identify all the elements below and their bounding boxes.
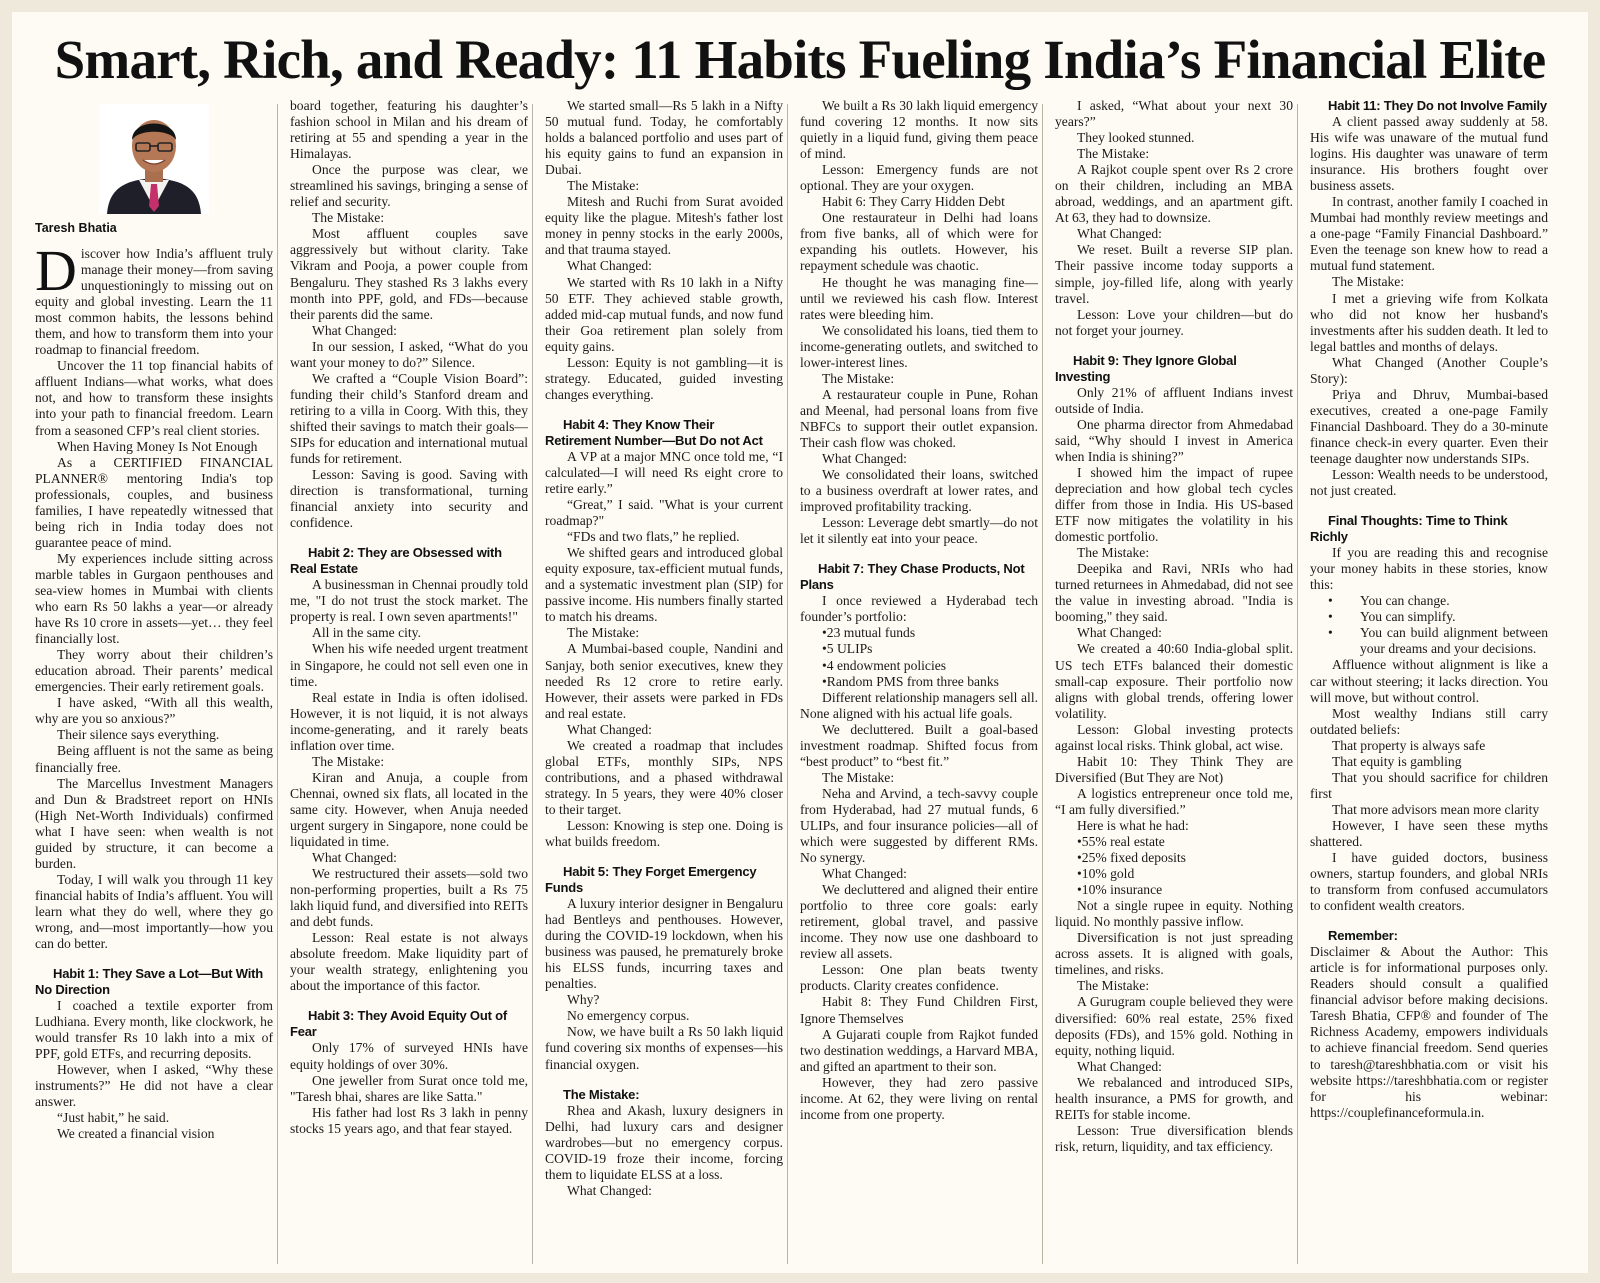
paragraph: Lesson: Leverage debt smartly—do not let it silently eat into your peace. [800,515,1038,547]
column-rule [1297,104,1298,1264]
paragraph: We crafted a “Couple Vision Board”: funding their child’s Stanford dream and retiring to a villa in Coorg. With this, they shifted their savings to match their goals—SIPs for education and international mutual funds for retirement. [290,370,528,467]
paragraph: Lesson: Saving is good. Saving with direction is transformational, turning financial anxiety into security and confidence. [290,467,528,531]
paragraph: “FDs and two flats,” he replied. [567,529,740,545]
section-heading: Remember: [1328,928,1398,944]
paragraph: We restructured their assets—sold two non-performing properties, built a Rs 75 lakh liquid fund, and diversified into REITs and debt funds. [290,866,528,930]
paragraph: We created a 40:60 India-global split. US tech ETFs balanced their domestic small-cap exposure. Their portfolio now aligns with global trends, offering lower volatility. [1055,641,1293,721]
list-item: • You can simplify. [1310,609,1548,625]
section-heading: Habit 3: They Avoid Equity Out of Fear [290,1008,507,1040]
takeaway-list [1310,593,1548,657]
list-item: • Random PMS from three banks [800,674,1038,690]
list-item: • 5 ULIPs [800,641,1038,657]
section-heading: The Mistake: [563,1086,640,1102]
paragraph: All in the same city. [312,625,421,641]
paragraph: Habit 10: They Think They are Diversified (But They are Not) [1055,753,1293,785]
paragraph: Lesson: Real estate is not always absolute freedom. Make liquidity part of your wealth strategy, enlightening you about the importance of this factor. [290,930,528,994]
paragraph: However, they had zero passive income. At 62, they were living on rental income from one property. [800,1074,1038,1122]
paragraph: Deepika and Ravi, NRIs who had turned returnees in Ahmedabad, did not see the value in investing abroad. "India is booming," they said. [1055,561,1293,625]
paragraph: When his wife needed urgent treatment in Singapore, he could not sell even one in time. [290,641,528,689]
paragraph: Only 17% of surveyed HNIs have equity holdings of over 30%. [290,1040,528,1072]
paragraph: They looked stunned. [1077,130,1195,146]
paragraph: Most wealthy Indians still carry outdated beliefs: [1310,705,1548,737]
paragraph: We decluttered. Built a goal-based investment roadmap. Shifted focus from “best product” to “best fit.” [800,721,1038,769]
paragraph: “Just habit,” he said. [57,1110,170,1126]
paragraph: A Gurugram couple believed they were diversified: 60% real estate, 25% fixed deposits (FDs), and 15% gold. Nothing in equity, nothing liquid. [1055,994,1293,1058]
paragraph: A luxury interior designer in Bengaluru had Bentleys and penthouses. However, during the COVID-19 lockdown, when his business was paused, he prematurely broke his ELSS funds, incurring taxes and penalties. [545,896,783,992]
paragraph: Today, I will walk you through 11 key financial habits of India’s affluent. You will learn what they do well, where they go wrong, and—most importantly—how you can do better. [35,871,273,952]
paragraph: We shifted gears and introduced global equity exposure, tax-efficient mutual funds, and a systematic investment plan (SIP) for passive income. His numbers finally started to match his dreams. [545,545,783,625]
paragraph: We created a roadmap that includes global ETFs, monthly SIPs, NPS contributions, and a phased withdrawal strategy. In 5 years, they were 40% closer to their target. [545,737,783,817]
paragraph: The Mistake: [822,769,895,785]
section-heading: Habit 9: They Ignore Global Investing [1055,352,1237,384]
section-heading: Habit 7: They Chase Products, Not Plans [800,561,1025,593]
paragraph: Not a single rupee in equity. Nothing liquid. No monthly passive inflow. [1055,898,1293,930]
column-5 [1055,98,1293,1266]
column-rule [532,104,533,1264]
paragraph: Priya and Dhruv, Mumbai-based executives, created a one-page Family Financial Dashboard. They do a 30-minute finance check-in every quarter. Even their teenage daughter now understands SIPs. [1310,386,1548,466]
paragraph: Lesson: One plan beats twenty products. Clarity creates confidence. [800,962,1038,994]
paragraph: Kiran and Anuja, a couple from Chennai, owned six flats, all located in the same city. However, when Anuja needed urgent surgery in Singapore, none could be liquidated in time. [290,769,528,850]
paragraph: A Mumbai-based couple, Nandini and Sanjay, both senior executives, knew they needed Rs 12 crore to retire early. However, their assets were parked in FDs and real estate. [545,641,783,721]
section-heading: Final Thoughts: Time to Think Richly [1310,513,1508,545]
list-item: • 4 endowment policies [800,658,1038,674]
paragraph: A logistics entrepreneur once told me, “I am fully diversified.” [1055,785,1293,817]
paragraph: Real estate in India is often idolised. However, it is not liquid, it is not always income-generating, and it rarely beats inflation over time. [290,689,528,753]
paragraph: board together, featuring his daughter’s fashion school in Milan and his dream of retiring at 55 and spending a year in the Himalayas. [290,98,528,162]
asset-list [1055,834,1293,898]
paragraph: Lesson: Wealth needs to be understood, not just created. [1310,467,1548,499]
paragraph: We rebalanced and introduced SIPs, health insurance, a PMS for growth, and REITs for stable income. [1055,1074,1293,1122]
paragraph: However, when I asked, “Why these instruments?” He did not have a clear answer. [35,1062,273,1110]
paragraph: We built a Rs 30 lakh liquid emergency fund covering 12 months. It now sits quietly in a liquid fund, giving them peace of mind. [800,98,1038,162]
paragraph: A Gujarati couple from Rajkot funded two destination weddings, a Harvard MBA, and gifted an apartment to their son. [800,1026,1038,1074]
paragraph: Lesson: Equity is not gambling—it is strategy. Educated, guided investing changes everything. [545,354,783,402]
column-3 [545,98,783,1266]
section-heading: Habit 1: They Save a Lot—But With No Direction [35,966,263,998]
column-rule [787,104,788,1264]
paragraph: Here is what he had: [1077,817,1189,833]
paragraph: We consolidated his loans, tied them to income-generating outlets, and switched to lower-interest lines. [800,322,1038,370]
list-item: • You can change. [1310,593,1548,609]
author-byline: Taresh Bhatia [35,221,117,235]
paragraph: The Mistake: [822,370,895,386]
paragraph: Lesson: True diversification blends risk, return, liquidity, and tax efficiency. [1055,1122,1293,1154]
paragraph: I have asked, “With all this wealth, why are you so anxious?” [35,695,273,727]
drop-cap: D [35,238,77,303]
section-heading: Habit 4: They Know Their Retirement Number—But Do not Act [545,416,763,448]
paragraph: Only 21% of affluent Indians invest outside of India. [1055,384,1293,416]
paragraph: The Mistake: [1077,146,1150,162]
paragraph: What Changed: [822,866,907,882]
newspaper-page [12,12,1588,1273]
paragraph: The Mistake: [312,210,385,226]
paragraph: That property is always safe [1332,737,1486,753]
paragraph: The Mistake: [567,625,640,641]
paragraph: His father had lost Rs 3 lakh in penny stocks 15 years ago, and that fear stayed. [290,1104,528,1136]
author-portrait-icon [99,104,209,214]
paragraph: In our session, I asked, “What do you want your money to do?” Silence. [290,338,528,370]
paragraph: One pharma director from Ahmedabad said, “Why should I invest in America when India is shining?” [1055,416,1293,464]
paragraph: Lesson: Love your children—but do not forget your journey. [1055,306,1293,338]
paragraph: Lesson: Knowing is step one. Doing is what builds freedom. [545,817,783,850]
paragraph: They worry about their children’s education abroad. Their parents’ medical emergencies. Their early retirement goals. [35,647,273,695]
paragraph: Uncover the 11 top financial habits of affluent Indians—what works, what does not, and how to transform these insights into your path to financial freedom. Learn from a seasoned CFP’s real client stories. [35,358,273,438]
paragraph: What Changed: [1077,226,1162,242]
paragraph: We started small—Rs 5 lakh in a Nifty 50 mutual fund. Today, he comfortably holds a balanced portfolio and uses part of his equity gains to fund an expansion in Dubai. [545,98,783,178]
paragraph: Affluence without alignment is like a car without steering; it lacks direction. You will move, but without control. [1310,657,1548,705]
paragraph: As a CERTIFIED FINANCIAL PLANNER® mentoring India's top professionals, couples, and business families, I have repeatedly witnessed that being rich in India today does not guarantee peace of mind. [35,454,273,550]
paragraph: Being affluent is not the same as being financially free. [35,743,273,775]
paragraph: That more advisors mean more clarity [1332,801,1540,817]
paragraph: “Great,” I said. "What is your current roadmap?" [545,497,783,529]
paragraph: Their silence says everything. [57,727,220,743]
paragraph: My experiences include sitting across marble tables in Gurgaon penthouses and sea-view homes in Mumbai with clients who earn Rs 50 lakhs a year—or already have Rs 10 crore in assets—yet… they feel financially lost. [35,550,273,647]
list-item: • You can build alignment between your dreams and your decisions. [1310,625,1548,657]
paragraph: Diversification is not just spreading across assets. It is aligned with goals, timelines, and risks. [1055,930,1293,978]
paragraph: I have guided doctors, business owners, startup founders, and global NRIs to transform from confused accumulators to confident wealth creators. [1310,850,1548,914]
paragraph: Now, we have built a Rs 50 lakh liquid fund covering six months of expenses—his financial oxygen. [545,1024,783,1072]
paragraph: A VP at a major MNC once told me, “I calculated—I will need Rs eight crore to retire early.” [545,448,783,496]
paragraph: We started with Rs 10 lakh in a Nifty 50 ETF. They achieved stable growth, added mid-cap mutual funds, and now fund their Goa retirement plan solely from equity gains. [545,274,783,354]
column-6 [1310,98,1548,1266]
paragraph: What Changed: [567,721,652,737]
lead-paragraph: Discover how India’s affluent truly manage their money—from saving unquestioningly to missing out on equity and global investing. Learn the 11 most common habits, the lessons behind them, and how to transform them into your roadmap to financial freedom. [35,238,273,358]
paragraph: The Mistake: [312,753,385,769]
paragraph: I showed him the impact of rupee depreciation and how global tech cycles differ from those in India. His US-based ETF now mitigates the volatility in his domestic portfolio. [1055,464,1293,545]
list-item: • 10% insurance [1055,882,1293,898]
paragraph: Habit 8: They Fund Children First, Ignore Themselves [800,994,1038,1026]
paragraph: Rhea and Akash, luxury designers in Delhi, had luxury cars and designer wardrobes—but no emergency corpus. COVID-19 froze their income, forcing them to liquidate ELSS at a loss. [545,1102,783,1182]
portfolio-list [800,625,1038,689]
paragraph: What Changed (Another Couple’s Story): [1310,354,1548,386]
paragraph: However, I have seen these myths shattered. [1310,817,1548,849]
paragraph: If you are reading this and recognise your money habits in these stories, know this: [1310,545,1548,593]
paragraph: The Mistake: [567,178,640,194]
column-4 [800,98,1038,1266]
paragraph: Mitesh and Ruchi from Surat avoided equity like the plague. Mitesh's father lost money in penny stocks in the early 2000s, and that trauma stayed. [545,194,783,258]
list-item: • 25% fixed deposits [1055,850,1293,866]
list-item: • 23 mutual funds [800,625,1038,641]
paragraph: What Changed: [567,258,652,274]
paragraph: What Changed: [822,451,907,467]
column-1 [35,98,273,1266]
section-heading: Habit 2: They are Obsessed with Real Estate [290,545,502,577]
paragraph: The Mistake: [1077,545,1150,561]
paragraph: We consolidated their loans, switched to a business overdraft at lower rates, and improved profitability tracking. [800,467,1038,515]
paragraph: One restaurateur in Delhi had loans from five banks, all of which were for expanding his outlets. However, his repayment schedule was chaotic. [800,210,1038,274]
paragraph: The Marcellus Investment Managers and Dun & Bradstreet report on HNIs (High Net-Worth Individuals) confirmed what I have seen: when wealth is not guided by structure, it can become a burden. [35,775,273,871]
paragraph: No emergency corpus. [567,1008,690,1024]
headline: Smart, Rich, and Ready: 11 Habits Fueling India’s Financial Elite [54,29,1546,90]
paragraph: Why? [567,992,600,1008]
list-item: • 55% real estate [1055,834,1293,850]
paragraph: I asked, “What about your next 30 years?” [1055,98,1293,130]
paragraph: Different relationship managers sell all. None aligned with his actual life goals. [800,689,1038,721]
paragraph: When Having Money Is Not Enough [57,438,258,454]
paragraph: That you should sacrifice for children first [1310,769,1548,801]
paragraph: The Mistake: [1077,978,1150,994]
paragraph: We reset. Built a reverse SIP plan. Their passive income today supports a simple, joy-filled life, along with yearly travel. [1055,242,1293,306]
column-2 [290,98,528,1266]
paragraph: He thought he was managing fine—until we reviewed his cash flow. Interest rates were bleeding him. [800,274,1038,322]
paragraph: The Mistake: [1332,274,1405,290]
paragraph: I once reviewed a Hyderabad tech founder’s portfolio: [800,593,1038,625]
paragraph: I met a grieving wife from Kolkata who did not know her husband's investments after his sudden death. It led to legal battles and months of delays. [1310,290,1548,354]
paragraph: What Changed: [1077,1058,1162,1074]
paragraph: We decluttered and aligned their entire portfolio to three core goals: early retirement, global travel, and passive income. They now use one dashboard to review all assets. [800,882,1038,962]
paragraph: What Changed: [312,850,397,866]
paragraph: A restaurateur couple in Pune, Rohan and Meenal, had personal loans from five NBFCs to support their outlet expansion. Their cash flow was choked. [800,386,1038,450]
paragraph: Once the purpose was clear, we streamlined his savings, bringing a sense of relief and security. [290,162,528,210]
paragraph: What Changed: [1077,625,1162,641]
paragraph: We created a financial vision [57,1126,215,1142]
paragraph: A businessman in Chennai proudly told me, "I do not trust the stock market. The property is real. I own seven apartments!" [290,577,528,625]
paragraph: In contrast, another family I coached in Mumbai had monthly review meetings and a one-page “Family Financial Dashboard.” Even the teenage son knew how to read a mutual fund statement. [1310,194,1548,274]
paragraph: A Rajkot couple spent over Rs 2 crore on their children, including an MBA abroad, weddings, and an apartment gift. At 63, they had to downsize. [1055,162,1293,226]
column-rule [277,104,278,1264]
section-heading: Habit 5: They Forget Emergency Funds [545,864,757,896]
paragraph: Lesson: Global investing protects against local risks. Think global, act wise. [1055,721,1293,753]
paragraph: That equity is gambling [1332,753,1462,769]
paragraph: What Changed: [312,322,397,338]
disclaimer: Disclaimer & About the Author: This article is for informational purposes only. Readers should consult a qualified financial advisor before making decisions. Taresh Bhatia, CFP® and founder of The Richness Academy, empowers individuals to achieve financial freedom. Send queries to taresh@tareshbhatia.com or visit his website https://tareshbhatia.com or register for his webinar: https://couplefinanceformula.in. [1310,944,1548,1120]
paragraph: A client passed away suddenly at 58. His wife was unaware of the mutual fund logins. His daughter was unaware of term insurance. His brothers fought over business assets. [1310,114,1548,194]
paragraph: Habit 6: They Carry Hidden Debt [822,194,1005,210]
paragraph: I coached a textile exporter from Ludhiana. Every month, like clockwork, he would transfer Rs 10 lakh into a mix of PPF, gold ETFs, and recurring deposits. [35,998,273,1062]
paragraph: Neha and Arvind, a tech-savvy couple from Hyderabad, had 27 mutual funds, 6 ULIPs, and four insurance policies—all of which were suggested by different RMs. No synergy. [800,785,1038,866]
paragraph: Lesson: Emergency funds are not optional. They are your oxygen. [800,162,1038,194]
paragraph: What Changed: [567,1182,652,1198]
paragraph: Most affluent couples save aggressively but without clarity. Take Vikram and Pooja, a power couple from Bengaluru. They stashed Rs 3 lakhs every month into PPF, gold, and FDs—because their parents did the same. [290,226,528,322]
paragraph: One jeweller from Surat once told me, "Taresh bhai, shares are like Satta." [290,1072,528,1104]
column-rule [1042,104,1043,1264]
list-item: • 10% gold [1055,866,1293,882]
section-heading: Habit 11: They Do not Involve Family [1328,98,1547,113]
